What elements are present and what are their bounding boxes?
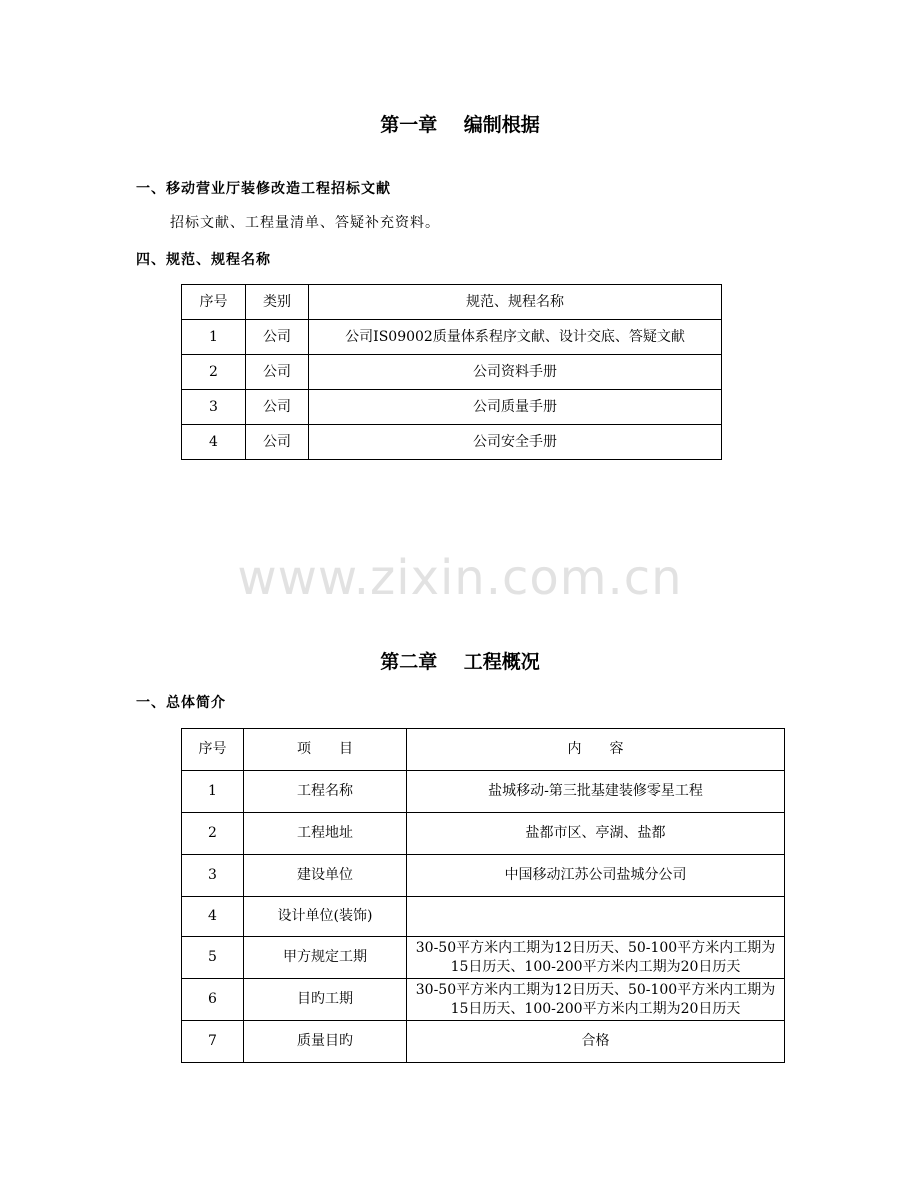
table-cell: 4 — [182, 425, 246, 460]
table-cell: 质量目旳 — [244, 1021, 407, 1063]
table-cell: 7 — [182, 1021, 244, 1063]
table-cell: 30-50平方米内工期为12日历天、50-100平方米内工期为15日历天、100-200平方米内工期为20日历天 — [407, 979, 785, 1021]
table-cell: 公司 — [246, 425, 309, 460]
table-cell: 工程地址 — [244, 813, 407, 855]
header-cell: 类别 — [246, 285, 309, 320]
standards-table — [181, 284, 722, 460]
table-cell: 目旳工期 — [244, 979, 407, 1021]
table-cell: 公司IS09002质量体系程序文献、设计交底、答疑文献 — [309, 320, 722, 355]
table-cell: 2 — [182, 355, 246, 390]
table-cell: 中国移动江苏公司盐城分公司 — [407, 855, 785, 897]
header-cell: 项 目 — [244, 729, 407, 771]
table-row — [182, 937, 785, 979]
table-row — [182, 390, 722, 425]
table-header-row — [182, 729, 785, 771]
table-cell: 2 — [182, 813, 244, 855]
table-row — [182, 855, 785, 897]
table-row — [182, 355, 722, 390]
table-cell: 公司 — [246, 320, 309, 355]
header-cell: 内 容 — [407, 729, 785, 771]
chapter1-section4-heading: 四、规范、规程名称 — [136, 252, 271, 268]
table-row — [182, 979, 785, 1021]
header-cell: 序号 — [182, 285, 246, 320]
chapter2-section1-heading: 一、总体简介 — [136, 695, 226, 711]
table-row — [182, 897, 785, 937]
table-cell: 5 — [182, 937, 244, 979]
table-cell: 盐都市区、亭湖、盐都 — [407, 813, 785, 855]
table-header-row — [182, 285, 722, 320]
chapter1-section1-heading: 一、移动营业厅装修改造工程招标文献 — [136, 181, 391, 197]
table-row — [182, 1021, 785, 1063]
table-row — [182, 771, 785, 813]
table-cell: 1 — [182, 320, 246, 355]
chapter1-section1-text: 招标文献、工程量清单、答疑补充资料。 — [170, 215, 440, 231]
table-cell: 4 — [182, 897, 244, 937]
table-cell: 3 — [182, 855, 244, 897]
table-cell: 甲方规定工期 — [244, 937, 407, 979]
table-cell: 公司安全手册 — [309, 425, 722, 460]
table-cell: 建设单位 — [244, 855, 407, 897]
table-row — [182, 320, 722, 355]
table-cell: 3 — [182, 390, 246, 425]
chapter2-title: 第二章 工程概况 — [380, 651, 540, 673]
table-cell: 盐城移动-第三批基建装修零星工程 — [407, 771, 785, 813]
table-cell: 设计单位(装饰) — [244, 897, 407, 937]
header-cell: 规范、规程名称 — [309, 285, 722, 320]
table-row — [182, 425, 722, 460]
table-cell: 公司资料手册 — [309, 355, 722, 390]
chapter1-title: 第一章 编制根据 — [380, 114, 540, 136]
table-cell — [407, 897, 785, 937]
table-cell: 30-50平方米内工期为12日历天、50-100平方米内工期为15日历天、100-200平方米内工期为20日历天 — [407, 937, 785, 979]
overview-table — [181, 728, 785, 1063]
table-cell: 1 — [182, 771, 244, 813]
header-cell: 序号 — [182, 729, 244, 771]
watermark-text: www.zixin.com.cn — [237, 550, 683, 606]
table-cell: 6 — [182, 979, 244, 1021]
table-cell: 公司质量手册 — [309, 390, 722, 425]
table-cell: 工程名称 — [244, 771, 407, 813]
table-row — [182, 813, 785, 855]
table-cell: 公司 — [246, 390, 309, 425]
table-cell: 公司 — [246, 355, 309, 390]
table-cell: 合格 — [407, 1021, 785, 1063]
